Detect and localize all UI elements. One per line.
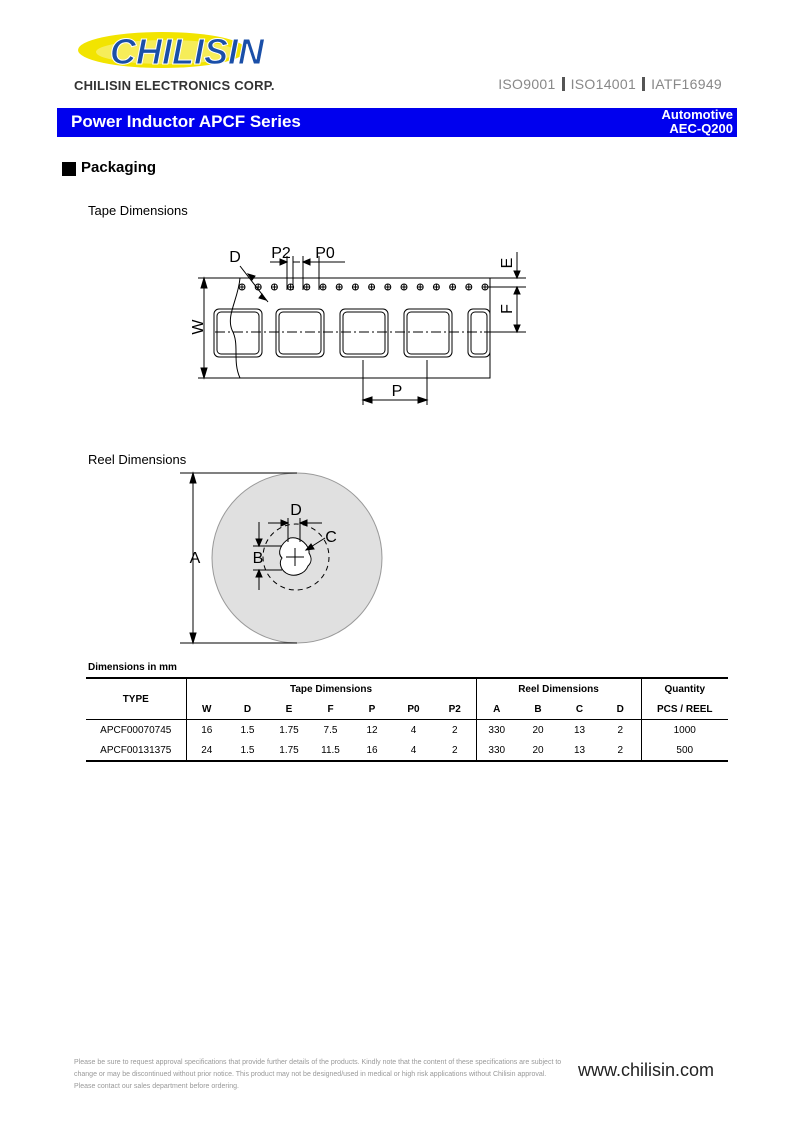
- tape-pocket: [404, 309, 452, 357]
- p-label: P: [391, 383, 403, 400]
- sprocket-holes: [239, 284, 488, 290]
- table-row: [86, 740, 728, 761]
- cell: 13: [573, 724, 586, 736]
- col-e: E: [268, 699, 310, 720]
- col-f: F: [310, 699, 351, 720]
- table-row: [86, 720, 728, 741]
- cell: 13: [559, 740, 600, 761]
- col-a: A: [476, 699, 517, 720]
- col-w: W: [186, 699, 227, 720]
- cell: 16: [351, 740, 393, 761]
- cell: 7.5: [323, 724, 338, 736]
- p0-label: P0: [315, 245, 335, 262]
- cell: 2: [451, 724, 458, 736]
- logo-text: CHILISIN: [110, 31, 265, 72]
- cell: 20: [517, 740, 559, 761]
- col-reel-d: D: [600, 699, 641, 720]
- cell: 16: [186, 720, 227, 741]
- quantity-group-header: Quantity: [641, 678, 728, 699]
- cell: 4: [410, 724, 417, 736]
- type-header: TYPE: [86, 678, 186, 720]
- reel-group-header: Reel Dimensions: [476, 678, 641, 699]
- col-p: P: [351, 699, 393, 720]
- chilisin-logo: [74, 22, 274, 78]
- cell: 500: [641, 740, 728, 761]
- col-c: C: [559, 699, 600, 720]
- cell: 2: [434, 740, 476, 761]
- row-type: APCF00131375: [86, 740, 186, 761]
- tape-diagram: [180, 235, 540, 415]
- c-label: C: [325, 529, 337, 546]
- tape-dimensions-label: Tape Dimensions: [88, 203, 188, 218]
- cell: 11.5: [310, 740, 351, 761]
- cell: 1.75: [268, 740, 310, 761]
- website-link[interactable]: www.chilisin.com: [578, 1060, 715, 1080]
- reel-diagram: [180, 470, 400, 650]
- cell: 2: [617, 724, 624, 736]
- f-label: F: [499, 304, 516, 314]
- cell: 1000: [641, 720, 728, 741]
- section-heading: Packaging: [81, 159, 157, 176]
- cell: 12: [366, 724, 378, 736]
- cert-iso14001: ISO14001: [570, 76, 637, 92]
- row-type: APCF00070745: [100, 724, 172, 736]
- cell: 20: [532, 724, 544, 736]
- reel-dimensions-label: Reel Dimensions: [88, 452, 187, 467]
- tape-pocket: [214, 309, 262, 357]
- certifications: [498, 76, 722, 92]
- heading-square-icon: [62, 162, 76, 176]
- col-d: D: [227, 699, 268, 720]
- footer-disclaimer: Please be sure to request approval specifications that provide further details of the products. Kindly note that the content of these specifications are subject to change or may be discontinued without prior notice. This product may not be designed/used in medical or high risk applications without Chilisin approval. Please contact our sales department before ordering.: [74, 1059, 562, 1090]
- d-label: D: [229, 249, 241, 266]
- col-pcs-reel: PCS / REEL: [641, 699, 728, 720]
- series-banner: [57, 108, 737, 137]
- cell: 330: [476, 720, 517, 741]
- b-label: B: [252, 550, 264, 567]
- company-name: CHILISIN ELECTRONICS CORP.: [74, 78, 275, 93]
- cert-iso9001: ISO9001: [498, 76, 556, 92]
- w-label: W: [190, 319, 207, 335]
- tape-pocket: [340, 309, 388, 357]
- a-label: A: [189, 550, 201, 567]
- banner-qualification: AEC-Q200: [669, 121, 733, 136]
- cell: 1.5: [227, 740, 268, 761]
- cell: 4: [393, 740, 434, 761]
- col-p2: P2: [434, 699, 476, 720]
- tape-group-header: Tape Dimensions: [186, 678, 476, 699]
- cell: 1.5: [240, 724, 255, 736]
- p2-label: P2: [271, 245, 291, 262]
- cert-iatf16949: IATF16949: [651, 76, 722, 92]
- cell: 2: [600, 740, 641, 761]
- tape-pocket: [276, 309, 324, 357]
- col-p0: P0: [393, 699, 434, 720]
- tape-outline: [230, 278, 490, 378]
- cell: 24: [186, 740, 227, 761]
- dimensions-table: [86, 677, 728, 762]
- tape-pockets: [214, 309, 490, 357]
- reel-d-label: D: [290, 502, 302, 519]
- e-label: E: [499, 257, 516, 269]
- cell: 1.75: [279, 724, 299, 736]
- table-caption: Dimensions in mm: [88, 662, 177, 673]
- banner-title: Power Inductor APCF Series: [71, 112, 301, 131]
- banner-grade: Automotive: [661, 107, 733, 122]
- col-b: B: [517, 699, 559, 720]
- cell: 330: [476, 740, 517, 761]
